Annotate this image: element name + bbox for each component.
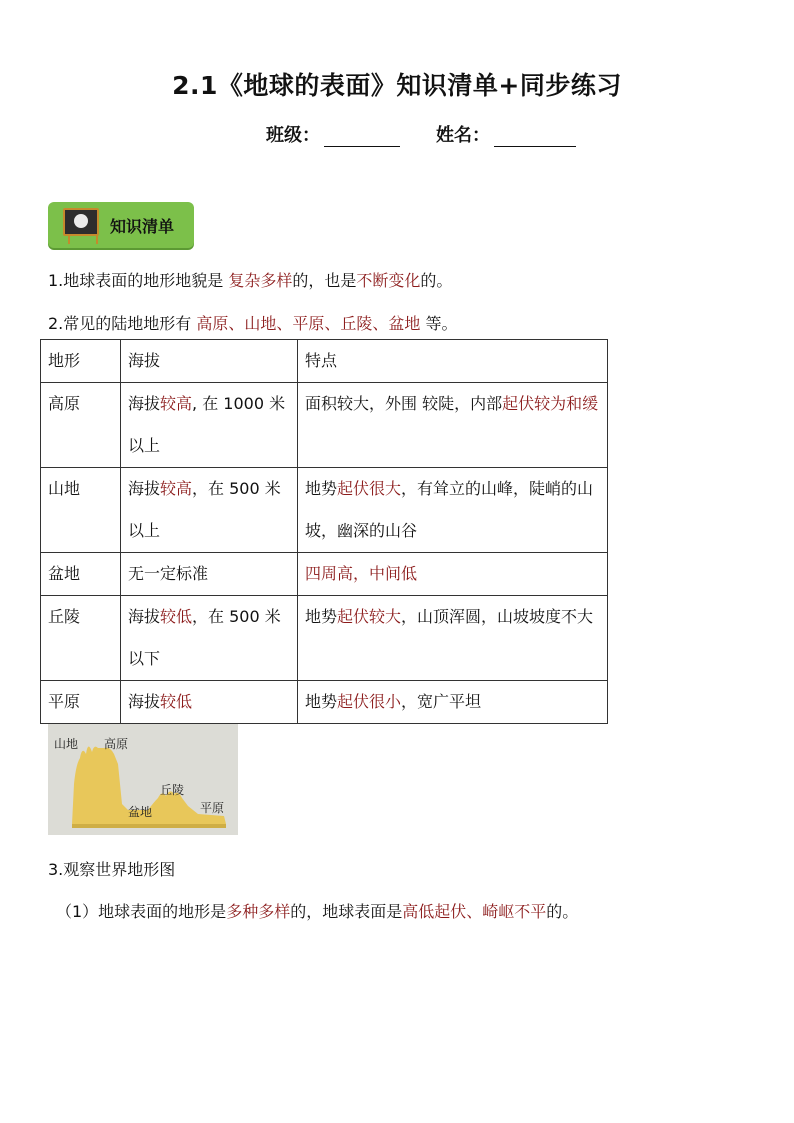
label-pingyuan: 平原 xyxy=(200,801,225,815)
landform-illustration xyxy=(48,724,238,835)
table-row xyxy=(41,383,608,468)
student-info-line xyxy=(266,121,576,147)
item-1-answer: 复杂多样 xyxy=(228,271,293,290)
landform-cell: 平原 xyxy=(41,681,121,724)
page-title: 2.1《地球的表面》知识清单+同步练习 xyxy=(172,71,622,100)
landform-cell: 高原 xyxy=(41,383,121,468)
table-row xyxy=(41,468,608,553)
item-2-answer: 高原、山地、平原、丘陵、盆地 xyxy=(196,314,421,333)
badge-label: 知识清单 xyxy=(110,217,175,236)
item-2-text: 等。 xyxy=(420,314,458,333)
item-3-1-text: 的。 xyxy=(546,902,579,921)
table-row xyxy=(41,681,608,724)
altitude-cell: 无一定标准 xyxy=(121,553,298,596)
class-blank xyxy=(324,130,400,147)
landform-cell: 盆地 xyxy=(41,553,121,596)
item-1-text: 1.地球表面的地形地貌是 xyxy=(48,271,229,290)
altitude-cell: 海拔较高，在 500 米以上 xyxy=(121,468,298,553)
landform-cell: 丘陵 xyxy=(41,596,121,681)
name-blank xyxy=(494,130,576,147)
knowledge-list-badge xyxy=(48,202,194,248)
item-1-text: 的。 xyxy=(420,271,453,290)
label-pendi: 盆地 xyxy=(128,805,153,819)
landform-table xyxy=(40,339,608,724)
label-qiuling: 丘陵 xyxy=(160,783,185,797)
altitude-cell: 海拔较高, 在 1000 米以上 xyxy=(121,383,298,468)
landform-cell: 山地 xyxy=(41,468,121,553)
label-gaoyuan: 高原 xyxy=(104,737,129,751)
item-3-1-text: （1）地球表面的地形是 xyxy=(56,902,227,921)
item-3-1-answer: 多种多样 xyxy=(226,902,291,921)
item-3-1-answer: 高低起伏、崎岖不平 xyxy=(402,902,547,921)
feature-cell: 地势起伏较大，山顶浑圆，山坡坡度不大 xyxy=(298,596,608,681)
item-3-1-text: 的，地球表面是 xyxy=(290,902,403,921)
feature-cell: 地势起伏很小，宽广平坦 xyxy=(298,681,608,724)
feature-cell: 四周高，中间低 xyxy=(298,553,608,596)
header-cell: 海拔 xyxy=(121,340,298,383)
item-2 xyxy=(48,311,457,334)
header-cell: 特点 xyxy=(298,340,608,383)
item-1-answer: 不断变化 xyxy=(356,271,421,290)
item-3-1 xyxy=(56,899,578,922)
item-1-text: 的，也是 xyxy=(292,271,357,290)
table-row xyxy=(41,596,608,681)
label-shandi: 山地 xyxy=(54,737,79,751)
header-cell: 地形 xyxy=(41,340,121,383)
feature-cell: 地势起伏很大，有耸立的山峰，陡峭的山坡，幽深的山谷 xyxy=(298,468,608,553)
blackboard-icon xyxy=(63,208,99,236)
item-3: 3.观察世界地形图 xyxy=(48,860,176,879)
class-label: 班级： xyxy=(266,125,320,146)
item-1 xyxy=(48,268,452,291)
item-2-text: 2.常见的陆地地形有 xyxy=(48,314,197,333)
altitude-cell: 海拔较低 xyxy=(121,681,298,724)
name-label: 姓名： xyxy=(436,125,490,146)
table-header-row xyxy=(41,340,608,383)
table-row xyxy=(41,553,608,596)
feature-cell: 面积较大，外围 较陡，内部起伏较为和缓 xyxy=(298,383,608,468)
altitude-cell: 海拔较低，在 500 米以下 xyxy=(121,596,298,681)
